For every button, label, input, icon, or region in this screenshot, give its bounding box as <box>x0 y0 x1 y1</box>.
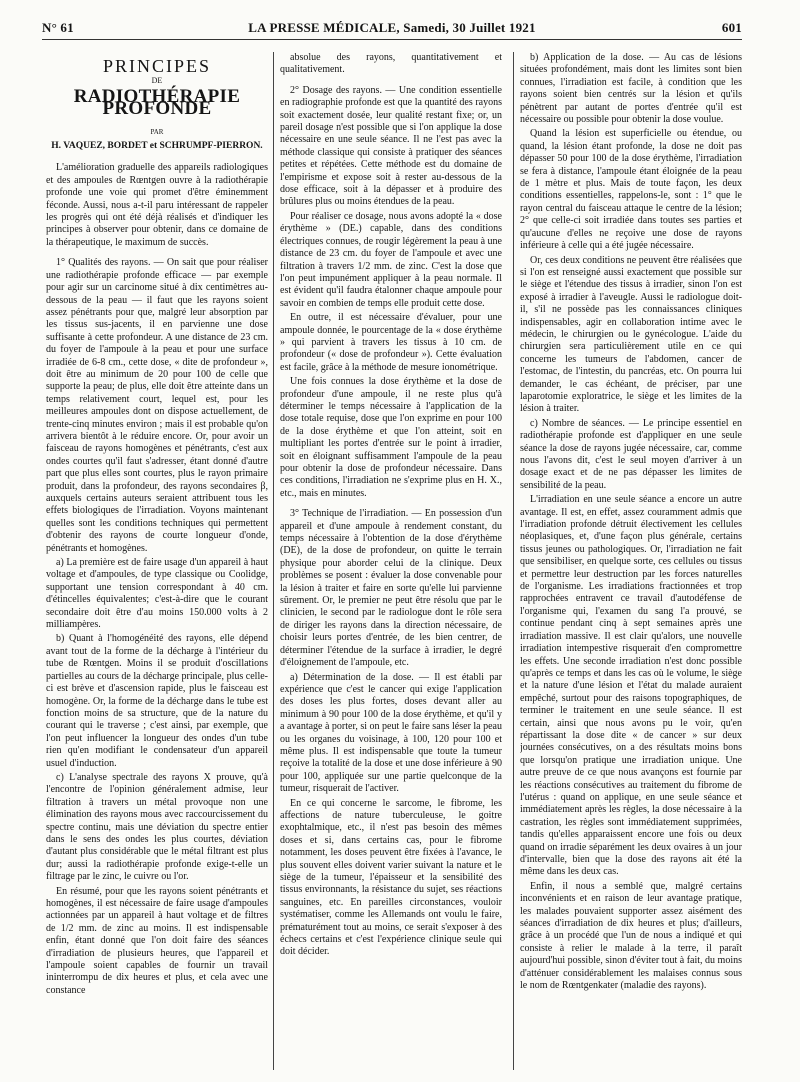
paragraph: Quand la lésion est superficielle ou étendue, ou quand, la lésion étant profonde, la dose ne doit pas dépasser 50 pour 100 de la dose érythème, l'irradiation se fera à distance, l'ampoule étant éloignée de la peau de 1 mètre et plus. Mais de toute façon, les deux conditions essentielles, rappelons-le, sont : 1° que le rayon central du faisceau attaque le centre de la lésion; 2° que celle-ci soit irradiée dans toutes ses parties et qu'aucune d'elles ne reçoive une dose de rayons inférieure à celle qui a été jugée nécessaire. <box>520 128 742 252</box>
paragraph: En résumé, pour que les rayons soient pénétrants et homogènes, il est nécessaire de faire usage d'ampoules actionnées par un appareil à haut voltage et de filtres de 1/2 mm. de zinc au moins. Il est indispensable enfin, étant donné que l'on doit faire des séances d'irradiation de plusieurs heures, que l'appareil et l'ampoule soient capables de fournir un travail ininterrompu de dix heures et plus, et cela avec une constance <box>46 885 268 996</box>
paragraph: a) La première est de faire usage d'un appareil à haut voltage et d'ampoules, de type classique ou Coolidge, supportant une tension correspondant à 40 cm. d'étincelles équivalentes; c'est-à-dire que le courant secondaire doit être d'au moins 150.000 volts à 2 milliampères. <box>46 557 268 631</box>
paragraph: En ce qui concerne le sarcome, le fibrome, les affections de nature tuberculeuse, le goitre exophtalmique, etc., il n'est pas besoin des mêmes doses et si, dans certains cas, pour le fibrome notamment, les doses peuvent être fixées à l'avance, le plus souvent elles doivent varier suivant la nature et le siège de la tumeur, l'épaisseur et la sensibilité des tissus environnants, la résistance du sujet, ses réactions sanguines, etc. En pareilles circonstances, vouloir systématiser, comme les Allemands ont voulu le faire, prématurément tout au moins, ce serait s'exposer à des échecs certains et c'est l'expérience clinique seule qui doit décider. <box>280 797 502 958</box>
paragraph: En outre, il est nécessaire d'évaluer, pour une ampoule donnée, le pourcentage de la « dose érythème » qui parvient à travers les tissus à 10 cm. de profondeur (« dose de profondeur »). Cette évaluation est facile, grâce à la méthode de mesure ionométrique. <box>280 312 502 373</box>
paragraph: Enfin, il nous a semblé que, malgré certains inconvénients et en raison de leur avantage pratique, les malades pouvaient supporter assez aisément des séances d'irradiation de dix heures et plus; d'ailleurs, grâce à un procédé que l'un de nous a indiqué et qui consiste à relier le malade à la terre, il paraît aujourd'hui possible, sinon d'éviter tout à fait, du moins d'atténuer considérablement les malaises connus sous le nom de Rœntgenkater (maladie des rayons). <box>520 880 742 992</box>
title-line-2: RADIOTHÉRAPIE PROFONDE <box>73 85 241 120</box>
page-header <box>42 20 742 38</box>
column-divider <box>513 52 514 1070</box>
column-3 <box>520 52 742 1070</box>
paragraph: a) Détermination de la dose. — Il est établi par expérience que c'est le cancer qui exige l'application des doses les plus fortes, doses devant aller au minimum à 90 pour 100 de la dose érythème, et qu'il y a avantage à porter, si on peut le faire sans léser la peau ou les organes du voisinage, à 100, 120 pour 100 et même plus. Il est indispensable que toute la tumeur reçoive la totalité de la dose et une dose inférieure à 90 pour 100, appliquée sur une partie quelconque de la tumeur, risquerait de l'activer. <box>280 671 502 795</box>
paragraph: Une fois connues la dose érythème et la dose de profondeur d'une ampoule, il ne reste plus qu'à déterminer le temps nécessaire à l'application de la dose totale requise, dose que l'on exprime en pour 100 de la dose érythème et que l'on atteint, soit en multipliant les portes d'entrée sur le point à irradier, soit en éloignant suffisamment l'ampoule de la peau pour obtenir la dose de profondeur nécessaire. Dans ces conditions, l'irradiation ne s'exprime plus en H. X., etc., mais en minutes. <box>280 376 502 499</box>
paragraph: c) L'analyse spectrale des rayons X prouve, qu'à l'encontre de l'opinion généralement admise, leur filtration à travers un métal provoque non une élimination des rayons mous avec raccourcissement du spectre continu, mais une déviation du spectre entier dans le sens des ondes les plus courtes, déviation d'autant plus considérable que le métal filtrant est plus dur; aussi la radiothérapie profonde exige-t-elle un filtrage par le zinc, le cuivre ou l'or. <box>46 771 268 883</box>
page-number-right: 601 <box>721 20 742 35</box>
paragraph: L'amélioration graduelle des appareils radiologiques et des ampoules de Rœntgen ouvre à la radiothérapie profonde une voie qui promet d'être éminemment féconde. Aussi, nous a-t-il paru intéressant de rappeler les progrès qui ont été déjà réalisés et d'indiquer les principes à observer pour obtenir, dans ce domaine de la thérapeutique, le maximum de succès. <box>46 162 268 248</box>
paragraph: 3° Technique de l'irradiation. — En possession d'un appareil et d'une ampoule à rendement constant, du temps nécessaire à l'obtention de la dose d'érythème (DE), de la dose de profondeur, on quitte le terrain physique pour aborder celui de la clinique. Deux problèmes se posent : évaluer la dose convenable pour la lésion à traiter et faire en sorte qu'elle lui parvienne sûrement. Or, le premier ne peut être résolu que par le clinicien, le second par le radiologue dont le rôle sera de diriger les rayons dans la direction nécessaire, de choisir leurs portes d'entrée, de les bien centrer, de déterminer l'étendue de la surface à irradier, le degré d'éloignement de l'ampoule, etc. <box>280 508 502 669</box>
paragraph: 1° Qualités des rayons. — On sait que pour réaliser une radiothérapie profonde efficace — par exemple pour agir sur un carcinome situé à dix centimètres au-dessous de la peau — il faut que les rayons soient assez pénétrants pour que, malgré leur absorption par les tissus sus-jacents, il en parvienne une dose suffisante à cette profondeur. A une distance de 23 cm. du foyer de l'ampoule à la peau et pour une surface irradiée de 6-8 cm., cette dose, « dite de profondeur », doit être au minimum de 20 pour 100 de celle que supporte la peau; de plus, elle doit être atteinte dans un temps relativement court, lequel est, pour les meilleures ampoules dont on dispose actuellement, de trente-cinq minutes environ ; mais il est probable qu'on arrivera bientôt à le réduire encore. Or, pour avoir un faisceau de rayons homogènes et pénétrants, c'est aux ondes courtes qu'il faut s'adresser, étant donné d'autre part que plus elles sont courtes, plus le rayon primaire produit, dans la profondeur, des rayons secondaires β, auxquels certains auteurs seraient attribuent tous les effets biologiques de l'irradiation. Voyons maintenant quelles sont les conditions techniques qui permettent d'obtenir des rayons de courte longueur d'onde, pénétrants et homogènes. <box>46 257 268 554</box>
column-2 <box>280 52 502 1070</box>
paragraph: b) Application de la dose. — Au cas de lésions situées profondément, mais dont les limites sont bien connues, l'irradiation est facile, à condition que les rayons soient bien centrés sur la lésion et qu'ils pénètrent par autant de portes d'entrée qu'il est nécessaire ou possible pour obtenir la dose voulue. <box>520 52 742 126</box>
paragraph: L'irradiation en une seule séance a encore un autre avantage. Il est, en effet, assez couramment admis que l'irradiation profonde détruit électivement les cellules néoplasiques, et, d'une façon plus générale, certains tissus jeunes ou pathologiques. Or, l'irradiation ne fait que sensibiliser, en quelque sorte, ces cellules ou tissus et permettre leur destruction par les forces naturelles de l'organisme. Les irradiations fractionnées et trop rapprochées entravent ce travail d'autodéfense de l'organisme qui, l'examen du sang l'a prouvé, se continue pendant cinq à sept semaines après une irradiation massive. Il est clair qu'alors, une nouvelle irradiation intempestive risquerait d'en compromettre les effets. Une seconde irradiation n'est donc possible qu'après ce temps et dans les cas où le volume, le siège et la nature d'une lésion et l'état du malade auraient empêché, surtout pour des raisons topographiques, de terminer le traitement en une seule séance. Il est certain, ainsi que nous avons pu le voir, qu'en répartissant la dose dite « de cancer » sur deux journées consécutives, on a des résultats moins bons que lorsqu'on pratique une irradiation unique. Une autre preuve de ce que nous avançons est fournie par les réactions consécutives au traitement du fibrome de l'utérus : quand on applique, en une seule séance et immédiatement après les règles, la dose nécessaire à la castration, les règles sont immédiatement supprimées, tandis qu'elles apparaissent encore une fois ou deux quand on irradie séparément les deux ovaires à un jour d'intervalle, bien que la dose des rayons ait été la même dans les deux cas. <box>520 494 742 878</box>
authors: H. VAQUEZ, BORDET et SCHRUMPF-PIERRON. <box>51 141 263 152</box>
paragraph: Or, ces deux conditions ne peuvent être réalisées que si l'on est renseigné aussi exactement que possible sur le siège et l'étendue des tissus à irradier, sinon l'on est exposé à irradier à l'aveugle. Aussi le radiologue doit-il, s'il ne possède pas les connaissances cliniques indispensables, agir en collaboration intime avec le médecin, le chirurgien ou le gynécologue. L'aide du chirurgien sera particulièrement utile en ce qui concerne les tumeurs de l'abdomen, cancer de l'estomac, de l'intestin, du pancréas, etc. On pourra lui demander, le cas échéant, de préciser, par une laparotomie exploratrice, le siège et les limites de la lésion à traiter. <box>520 254 742 415</box>
title-de: DE <box>151 76 163 86</box>
column-divider <box>273 52 274 1070</box>
title-line-1: PRINCIPES <box>102 56 212 76</box>
page-number-left: N° 61 <box>42 20 74 35</box>
title-par: PAR <box>150 127 164 136</box>
paragraph: c) Nombre de séances. — Le principe essentiel en radiothérapie profonde est d'appliquer en une seule séance la dose de rayons jugée nécessaire, car, comme nous l'avons dit, c'est le seul moyen d'arriver à un dosage exact et de ne pas dépasser les limites de sensibilité de la peau. <box>520 417 742 491</box>
article-heading <box>46 56 268 152</box>
header-rule <box>42 39 742 40</box>
paragraph: Pour réaliser ce dosage, nous avons adopté la « dose érythème » (DE.) capable, dans des conditions électriques connues, de rougir légèrement la peau à une distance de 23 cm. du foyer de l'ampoule et avec une filtration à travers 1/2 mm. de zinc. C'est la dose que l'on peut impunément appliquer à la peau normale. Il est évident qu'il faudra étalonner chaque ampoule pour savoir en combien de temps elle produit cette dose. <box>280 210 502 309</box>
paragraph: absolue des rayons, quantitativement et qualitativement. <box>280 52 502 76</box>
column-1 <box>46 52 268 1070</box>
journal-title: LA PRESSE MÉDICALE, Samedi, 30 Juillet 1921 <box>248 20 536 35</box>
paragraph: 2° Dosage des rayons. — Une condition essentielle en radiographie profonde est que la quantité des rayons soit exactement dosée, leur qualité restant fixe; or, un pareil dosage n'est possible que si l'on applique la dose nécessaire en une seule séance. Il ne l'est pas avec la méthode classique qui consiste à pratiquer des séances petites et répétées. Cette méthode est du domaine de l'empirisme et expose soit à rester au-dessous de la dose efficace, soit à la dépasser et à produire des brûlures plus ou moins étendues de la peau. <box>280 84 502 208</box>
paragraph: b) Quant à l'homogénéité des rayons, elle dépend avant tout de la forme de la décharge à l'intérieur du tube de Rœntgen. Moins il se produit d'oscillations partielles au cours de la décharge principale, plus celle-ci est brève et d'ascension rapide, plus le faisceau est homogène. Or, la forme de la décharge dans le tube est fonction moins de sa structure, que de la nature du courant qui le traverse ; c'est ainsi, par exemple, que l'on peut influencer la longueur des ondes d'un tube rien qu'en modifiant le condensateur d'un appareil usuel d'induction. <box>46 633 268 769</box>
